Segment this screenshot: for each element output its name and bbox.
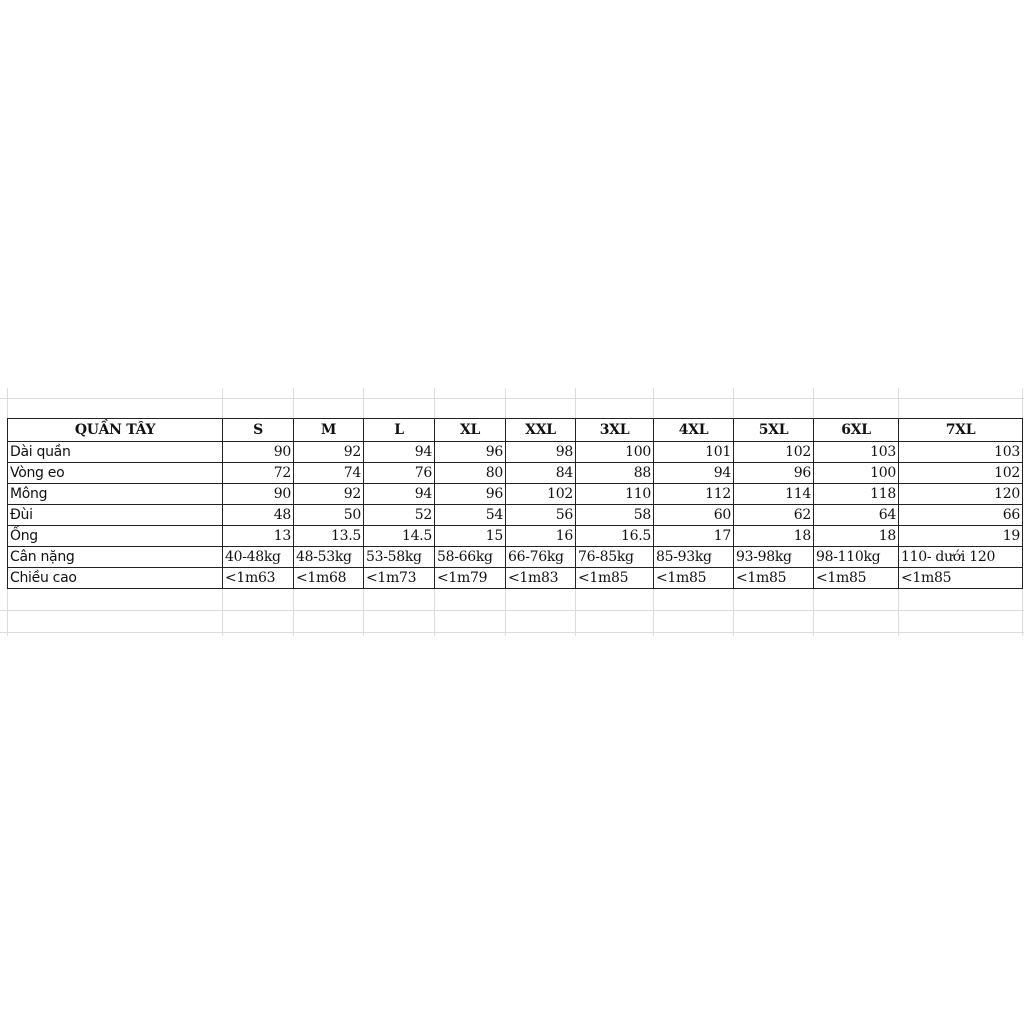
table-cell[interactable]: <1m83 <box>506 568 576 589</box>
row-label-cell[interactable]: Chiều cao <box>8 568 223 589</box>
table-cell[interactable]: 62 <box>734 505 814 526</box>
size-header-cell[interactable]: 4XL <box>654 419 734 442</box>
size-header-cell[interactable]: 6XL <box>814 419 899 442</box>
table-cell[interactable]: 15 <box>435 526 506 547</box>
size-header-cell[interactable]: 7XL <box>899 419 1023 442</box>
table-cell[interactable]: 58-66kg <box>435 547 506 568</box>
table-cell[interactable]: 58 <box>576 505 654 526</box>
table-cell[interactable]: 48 <box>223 505 294 526</box>
table-cell[interactable]: 110 <box>576 484 654 505</box>
table-cell[interactable]: 66 <box>899 505 1023 526</box>
table-cell[interactable]: 118 <box>814 484 899 505</box>
table-cell[interactable]: <1m68 <box>294 568 364 589</box>
table-cell[interactable]: 80 <box>435 463 506 484</box>
table-cell[interactable]: 94 <box>654 463 734 484</box>
table-header-row <box>8 419 1023 442</box>
table-cell[interactable]: 100 <box>814 463 899 484</box>
table-row <box>8 505 1023 526</box>
row-label-cell[interactable]: Vòng eo <box>8 463 223 484</box>
table-cell[interactable]: 102 <box>899 463 1023 484</box>
table-row <box>8 463 1023 484</box>
table-cell[interactable]: 48-53kg <box>294 547 364 568</box>
table-cell[interactable]: 17 <box>654 526 734 547</box>
table-cell[interactable]: 54 <box>435 505 506 526</box>
table-cell[interactable]: 103 <box>814 442 899 463</box>
table-cell[interactable]: <1m85 <box>734 568 814 589</box>
table-cell[interactable]: 52 <box>364 505 435 526</box>
size-header-cell[interactable]: XXL <box>506 419 576 442</box>
table-cell[interactable]: <1m79 <box>435 568 506 589</box>
size-header-cell[interactable]: S <box>223 419 294 442</box>
table-cell[interactable]: 112 <box>654 484 734 505</box>
table-cell[interactable]: <1m73 <box>364 568 435 589</box>
table-cell[interactable]: 101 <box>654 442 734 463</box>
gridline <box>0 632 1024 633</box>
table-cell[interactable]: 76-85kg <box>576 547 654 568</box>
table-cell[interactable]: 93-98kg <box>734 547 814 568</box>
table-cell[interactable]: <1m85 <box>654 568 734 589</box>
table-cell[interactable]: 102 <box>734 442 814 463</box>
size-header-cell[interactable]: 3XL <box>576 419 654 442</box>
table-row <box>8 547 1023 568</box>
table-cell[interactable]: <1m63 <box>223 568 294 589</box>
table-cell[interactable]: 110- dưới 120 <box>899 547 1023 568</box>
row-label-cell[interactable]: Cân nặng <box>8 547 223 568</box>
row-label-cell[interactable]: Mông <box>8 484 223 505</box>
size-header-cell[interactable]: 5XL <box>734 419 814 442</box>
table-cell[interactable]: 13 <box>223 526 294 547</box>
size-header-cell[interactable]: M <box>294 419 364 442</box>
table-cell[interactable]: 85-93kg <box>654 547 734 568</box>
table-cell[interactable]: 60 <box>654 505 734 526</box>
table-cell[interactable]: 94 <box>364 484 435 505</box>
table-cell[interactable]: 76 <box>364 463 435 484</box>
row-label-cell[interactable]: Dài quần <box>8 442 223 463</box>
table-cell[interactable]: 56 <box>506 505 576 526</box>
row-label-cell[interactable]: Đùi <box>8 505 223 526</box>
table-cell[interactable]: <1m85 <box>814 568 899 589</box>
table-cell[interactable]: 18 <box>734 526 814 547</box>
table-cell[interactable]: <1m85 <box>899 568 1023 589</box>
table-cell[interactable]: 14.5 <box>364 526 435 547</box>
table-cell[interactable]: 64 <box>814 505 899 526</box>
table-cell[interactable]: 90 <box>223 484 294 505</box>
table-cell[interactable]: 40-48kg <box>223 547 294 568</box>
table-cell[interactable]: 88 <box>576 463 654 484</box>
size-chart-table <box>7 418 1023 589</box>
table-cell[interactable]: 102 <box>506 484 576 505</box>
table-cell[interactable]: 98 <box>506 442 576 463</box>
table-cell[interactable]: <1m85 <box>576 568 654 589</box>
table-cell[interactable]: 13.5 <box>294 526 364 547</box>
table-row <box>8 568 1023 589</box>
table-cell[interactable]: 66-76kg <box>506 547 576 568</box>
table-row <box>8 484 1023 505</box>
gridline <box>0 610 1024 611</box>
table-cell[interactable]: 18 <box>814 526 899 547</box>
table-cell[interactable]: 120 <box>899 484 1023 505</box>
table-cell[interactable]: 72 <box>223 463 294 484</box>
table-title-cell[interactable]: QUẦN TÂY <box>8 419 223 442</box>
table-row <box>8 526 1023 547</box>
table-cell[interactable]: 19 <box>899 526 1023 547</box>
table-cell[interactable]: 96 <box>734 463 814 484</box>
table-cell[interactable]: 96 <box>435 484 506 505</box>
table-cell[interactable]: 84 <box>506 463 576 484</box>
table-cell[interactable]: 96 <box>435 442 506 463</box>
table-cell[interactable]: 16 <box>506 526 576 547</box>
table-cell[interactable]: 74 <box>294 463 364 484</box>
size-header-cell[interactable]: XL <box>435 419 506 442</box>
table-cell[interactable]: 90 <box>223 442 294 463</box>
table-cell[interactable]: 98-110kg <box>814 547 899 568</box>
size-header-cell[interactable]: L <box>364 419 435 442</box>
table-cell[interactable]: 100 <box>576 442 654 463</box>
table-cell[interactable]: 114 <box>734 484 814 505</box>
row-label-cell[interactable]: Ống <box>8 526 223 547</box>
table-cell[interactable]: 92 <box>294 442 364 463</box>
table-cell[interactable]: 103 <box>899 442 1023 463</box>
table-cell[interactable]: 92 <box>294 484 364 505</box>
gridline <box>0 398 1024 399</box>
table-cell[interactable]: 50 <box>294 505 364 526</box>
table-cell[interactable]: 16.5 <box>576 526 654 547</box>
table-cell[interactable]: 94 <box>364 442 435 463</box>
table-cell[interactable]: 53-58kg <box>364 547 435 568</box>
table-row <box>8 442 1023 463</box>
